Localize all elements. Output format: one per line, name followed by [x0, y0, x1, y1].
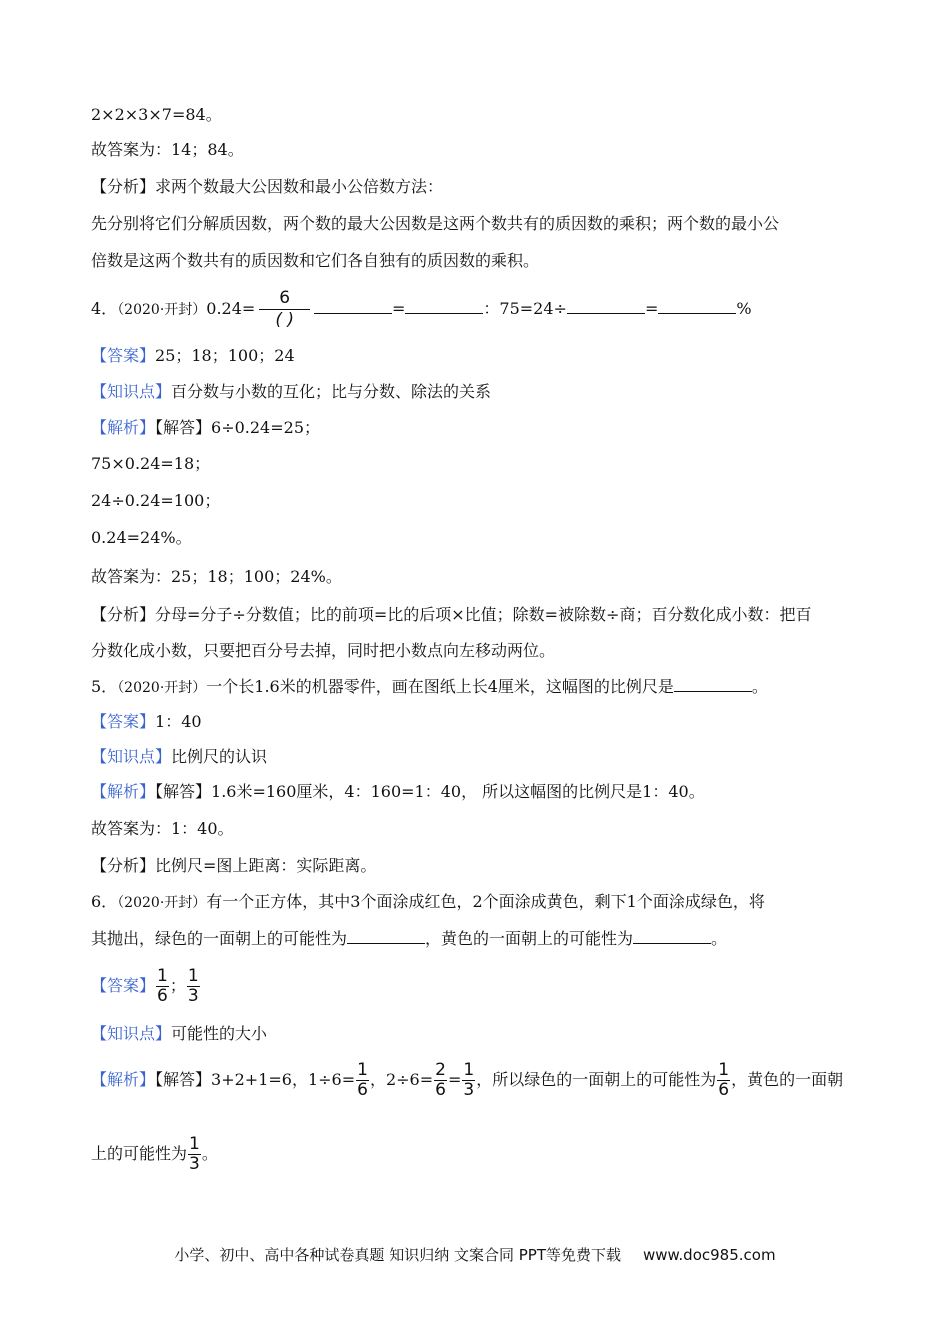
- answer-text: 25；18；100；24: [155, 346, 295, 365]
- question-stem: 一个长1.6米的机器零件，画在图纸上长4厘米，这幅图的比例尺是: [206, 677, 674, 696]
- solution-line: [91, 781, 705, 803]
- question-number: 4．: [91, 299, 118, 318]
- solution-tag: 【解析】: [91, 418, 156, 437]
- fraction-numerator: 1: [189, 1134, 200, 1154]
- solution-tag: 【解析】: [91, 782, 156, 801]
- text-line: 故答案为：14；84。: [91, 140, 244, 159]
- fraction-denominator: 6: [435, 1080, 446, 1100]
- fraction: [717, 1061, 730, 1100]
- solution-text: 上的可能性为: [91, 1144, 188, 1163]
- answer-line: [91, 964, 201, 1008]
- question-stem: ，黄色的一面朝上的可能性为: [425, 929, 634, 948]
- question-6-continued: [91, 928, 727, 950]
- footer-url[interactable]: www.doc985.com: [642, 1246, 776, 1264]
- solution-line: [91, 1058, 843, 1102]
- answer-blank[interactable]: [314, 298, 392, 314]
- question-number: 5．: [91, 677, 118, 696]
- fraction-numerator: 1: [157, 966, 168, 986]
- solution-line: [91, 417, 320, 439]
- answer-line: [91, 711, 202, 733]
- solution-continued: [91, 1132, 218, 1176]
- text-line: 倍数是这两个数共有的质因数和它们各自独有的质因数的乘积。: [91, 251, 540, 270]
- fraction-denominator: 3: [463, 1080, 475, 1100]
- solution-step: 故答案为：25；18；100；24%。: [91, 567, 342, 586]
- fraction: [356, 1061, 369, 1100]
- knowledge-point-text: 比例尺的认识: [171, 747, 268, 766]
- answer-blank[interactable]: [674, 676, 752, 692]
- solution-tag: 【解析】: [91, 1070, 156, 1089]
- knowledge-point-tag: 【知识点】: [91, 747, 172, 766]
- solution-text: 【解答】1.6米=160厘米，4：160=1：40， 所以这幅图的比例尺是1：40。: [155, 782, 705, 801]
- answer-blank[interactable]: [567, 298, 645, 314]
- analysis-line: 分数化成小数，只要把百分号去掉，同时把小数点向左移动两位。: [91, 641, 556, 660]
- question-source: （2020·开封）: [117, 302, 207, 318]
- solution-step: 75×0.24=18；: [91, 454, 211, 473]
- question-number: 6．: [91, 892, 118, 911]
- fraction-denominator: 6: [718, 1080, 730, 1100]
- period: 。: [751, 677, 768, 696]
- solution-text: 【解答】3+2+1=6，1÷6=: [155, 1070, 356, 1089]
- knowledge-point-tag: 【知识点】: [91, 1024, 172, 1043]
- percent-sign: %: [736, 299, 752, 318]
- solution-step: 0.24=24%。: [91, 528, 192, 547]
- separator: ；: [169, 976, 186, 995]
- question-6: [91, 891, 765, 914]
- fraction: [187, 967, 200, 1006]
- text-line: 先分别将它们分解质因数，两个数的最大公因数是这两个数共有的质因数的乘积；两个数的最小公: [91, 214, 780, 233]
- solution-text: ，所以绿色的一面朝上的可能性为: [476, 1070, 717, 1089]
- page-footer: [0, 1244, 950, 1265]
- answer-blank[interactable]: [633, 928, 711, 944]
- answer-blank[interactable]: [658, 298, 736, 314]
- question-stem: 0.24=: [206, 299, 256, 318]
- question-stem: 其抛出，绿色的一面朝上的可能性为: [91, 929, 348, 948]
- knowledge-point-text: 百分数与小数的互化；比与分数、除法的关系: [171, 382, 492, 401]
- solution-text: ，黄色的一面朝: [731, 1070, 844, 1089]
- analysis-line: 【分析】分母=分子÷分数值；比的前项=比的后项×比值；除数=被除数÷商；百分数化成小数：把百: [91, 605, 812, 624]
- equals-sign: =: [391, 299, 406, 318]
- knowledge-point-tag: 【知识点】: [91, 382, 172, 401]
- answer-blank[interactable]: [405, 298, 483, 314]
- fraction-denominator: 6: [357, 1080, 368, 1100]
- footer-text: 小学、初中、高中各种试卷真题 知识归纳 文案合同 PPT等免费下载: [174, 1246, 621, 1264]
- fraction-numerator: 6: [279, 288, 291, 308]
- knowledge-point-line: [91, 746, 267, 768]
- solution-step: 故答案为：1：40。: [91, 819, 234, 838]
- answer-line: [91, 345, 295, 367]
- period: 。: [201, 1144, 218, 1163]
- fraction: [462, 1061, 475, 1100]
- equals-sign: =: [447, 1070, 462, 1089]
- answer-tag: 【答案】: [91, 712, 156, 731]
- answer-tag: 【答案】: [91, 346, 156, 365]
- fraction-denominator: 3: [187, 986, 199, 1006]
- equals-sign: =: [644, 299, 659, 318]
- solution-text: 【解答】6÷0.24=25；: [155, 418, 320, 437]
- question-stem: 有一个正方体，其中3个面涂成红色，2个面涂成黄色，剩下1个面涂成绿色，将: [206, 892, 765, 911]
- answer-tag: 【答案】: [91, 976, 156, 995]
- knowledge-point-line: [91, 1023, 267, 1045]
- fraction-denominator: 3: [189, 1154, 200, 1174]
- fraction: [259, 288, 310, 331]
- solution-step: 24÷0.24=100；: [91, 491, 221, 510]
- fraction-numerator: 1: [718, 1060, 730, 1080]
- fraction-denominator: 6: [157, 986, 168, 1006]
- knowledge-point-text: 可能性的大小: [171, 1024, 268, 1043]
- knowledge-point-line: [91, 381, 491, 403]
- analysis-line: 【分析】比例尺=图上距离：实际距离。: [91, 856, 377, 875]
- period: 。: [711, 929, 728, 948]
- answer-text: 1：40: [155, 712, 202, 731]
- fraction-numerator: 1: [187, 966, 199, 986]
- question-source: （2020·开封）: [117, 895, 207, 911]
- fraction: [434, 1061, 447, 1100]
- fraction-numerator: 2: [435, 1060, 446, 1080]
- fraction: [188, 1135, 201, 1174]
- fraction-denominator: ( ): [259, 309, 310, 331]
- text-line: 2×2×3×7=84。: [91, 105, 222, 124]
- answer-blank[interactable]: [347, 928, 425, 944]
- question-stem: ：75=24÷: [483, 299, 567, 318]
- question-5: [91, 676, 768, 699]
- fraction-numerator: 1: [357, 1060, 368, 1080]
- fraction: [156, 967, 169, 1006]
- analysis-line: 【分析】求两个数最大公因数和最小公倍数方法：: [91, 177, 444, 196]
- solution-text: ，2÷6=: [369, 1070, 434, 1089]
- question-4: [91, 288, 752, 331]
- fraction-numerator: 1: [463, 1060, 475, 1080]
- question-source: （2020·开封）: [117, 680, 207, 696]
